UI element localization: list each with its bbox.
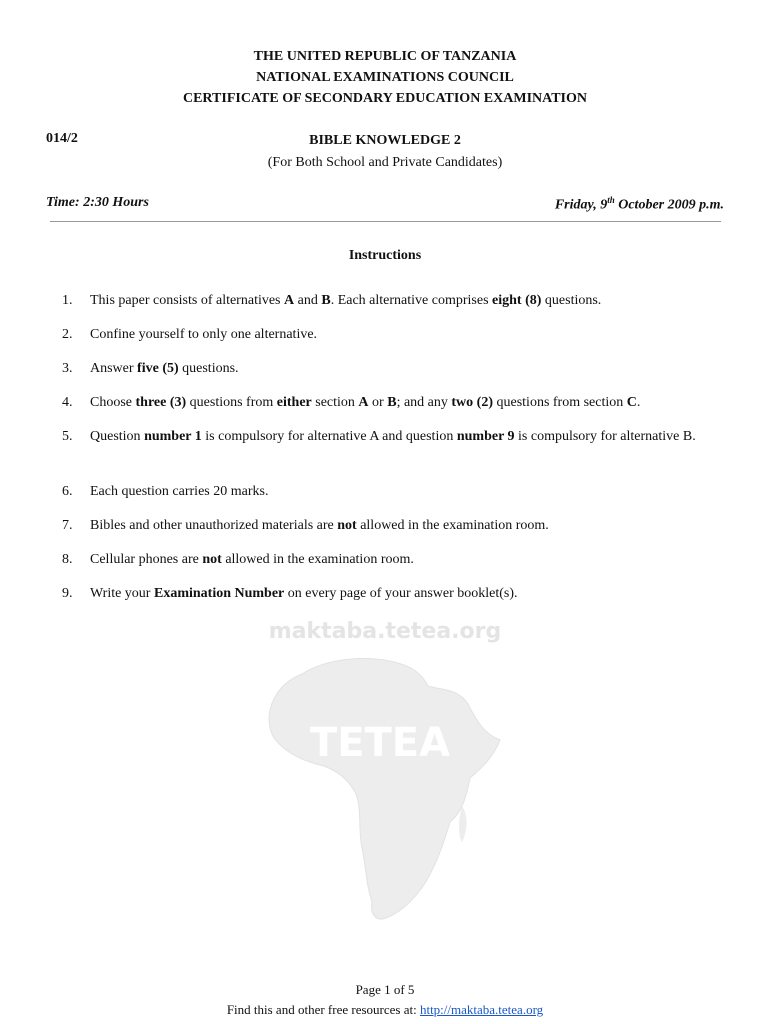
instruction-segment: This paper consists of alternatives — [90, 293, 285, 308]
instruction-text — [90, 290, 724, 311]
header-divider — [50, 221, 721, 222]
instruction-number: 4. — [62, 395, 73, 410]
instruction-number: 3. — [62, 361, 73, 376]
instruction-item — [62, 583, 724, 604]
instruction-text — [90, 426, 724, 447]
watermark-site-text: maktaba.tetea.org — [268, 619, 502, 644]
header-line-exam: CERTIFICATE OF SECONDARY EDUCATION EXAMINATION — [182, 91, 587, 106]
instruction-item — [62, 358, 724, 379]
instruction-segment: ; and any — [396, 395, 452, 410]
instruction-emphasis: B — [387, 395, 397, 410]
paper-code: 014/2 — [46, 131, 78, 146]
instruction-segment: Answer — [90, 361, 138, 376]
instruction-number: 6. — [62, 484, 73, 499]
instruction-emphasis: Examination Number — [153, 586, 285, 601]
exam-date — [555, 195, 724, 214]
instruction-segment: allowed in the examination room. — [221, 552, 414, 567]
instruction-number: 1. — [62, 293, 73, 308]
exam-header — [0, 46, 770, 109]
paper-subtitle: (For Both School and Private Candidates) — [267, 155, 503, 170]
instructions-title: Instructions — [348, 248, 422, 263]
header-line-council: NATIONAL EXAMINATIONS COUNCIL — [256, 70, 514, 85]
instruction-text — [90, 515, 724, 536]
instruction-segment: questions. — [541, 293, 602, 308]
instruction-emphasis: not — [202, 552, 222, 567]
instruction-segment: or — [368, 395, 388, 410]
instruction-segment: Choose — [90, 395, 136, 410]
instruction-emphasis: number 9 — [456, 429, 515, 444]
exam-date-suffix: th — [607, 195, 615, 205]
instruction-segment: allowed in the examination room. — [356, 518, 549, 533]
footer-resources-text: Find this and other free resources at: — [226, 1002, 420, 1017]
instruction-emphasis: two (2) — [451, 395, 493, 410]
instruction-text — [90, 392, 724, 413]
instruction-emphasis: B — [321, 293, 331, 308]
page-number: Page 1 of 5 — [355, 982, 415, 997]
instruction-item — [62, 290, 724, 311]
instruction-emphasis: five (5) — [137, 361, 179, 376]
exam-date-end: October 2009 p.m. — [614, 197, 724, 213]
instruction-emphasis: three (3) — [135, 395, 187, 410]
instruction-segment: Cellular phones are — [90, 552, 203, 567]
instruction-segment: . Each alternative comprises — [330, 293, 493, 308]
instruction-segment: Bibles and other unauthorized materials are — [90, 518, 338, 533]
instruction-segment: Confine yourself to only one alternative. — [90, 327, 318, 342]
instruction-segment: is compulsory for alternative B. — [514, 429, 696, 444]
instruction-emphasis: A — [284, 293, 295, 308]
instruction-segment: Each question carries 20 marks. — [90, 484, 269, 499]
instruction-item — [62, 324, 724, 345]
exam-time: Time: 2:30 Hours — [46, 195, 149, 210]
page-footer — [0, 980, 770, 1020]
instruction-emphasis: either — [276, 395, 312, 410]
instruction-segment: is compulsory for alternative A and question — [201, 429, 457, 444]
instruction-segment: questions from — [186, 395, 277, 410]
instruction-emphasis: not — [337, 518, 357, 533]
instruction-segment: section — [311, 395, 359, 410]
instruction-text — [90, 549, 724, 570]
instruction-emphasis: C — [626, 395, 637, 410]
header-line-republic: THE UNITED REPUBLIC OF TANZANIA — [253, 49, 517, 64]
africa-watermark-icon — [262, 616, 508, 928]
instruction-segment: and — [294, 293, 322, 308]
instruction-text — [90, 358, 724, 379]
footer-resources — [0, 1000, 770, 1020]
instruction-segment: questions from section — [493, 395, 627, 410]
instruction-emphasis: A — [358, 395, 369, 410]
instruction-segment: . — [636, 395, 641, 410]
instruction-item — [62, 426, 724, 447]
footer-resources-link[interactable]: http://maktaba.tetea.org — [419, 1002, 544, 1017]
instruction-text — [90, 481, 724, 502]
instruction-number: 2. — [62, 327, 73, 342]
instruction-item — [62, 392, 724, 413]
instruction-text — [90, 583, 724, 604]
instruction-number: 5. — [62, 429, 73, 444]
instruction-emphasis: number 1 — [144, 429, 202, 444]
instruction-text — [90, 324, 724, 345]
instruction-segment: on every page of your answer booklet(s). — [284, 586, 518, 601]
instruction-item — [62, 549, 724, 570]
watermark-brand-text: TETEA — [309, 720, 451, 766]
instruction-number: 9. — [62, 586, 73, 601]
exam-date-start: Friday, 9 — [554, 197, 608, 213]
paper-subject — [0, 131, 770, 173]
instruction-number: 8. — [62, 552, 73, 567]
instruction-item — [62, 515, 724, 536]
instruction-segment: Question — [90, 429, 145, 444]
instruction-number: 7. — [62, 518, 73, 533]
paper-title: BIBLE KNOWLEDGE 2 — [309, 133, 461, 148]
instruction-emphasis: eight (8) — [492, 293, 542, 308]
instruction-segment: Write your — [90, 586, 154, 601]
instruction-segment: questions. — [178, 361, 239, 376]
instruction-item — [62, 481, 724, 502]
